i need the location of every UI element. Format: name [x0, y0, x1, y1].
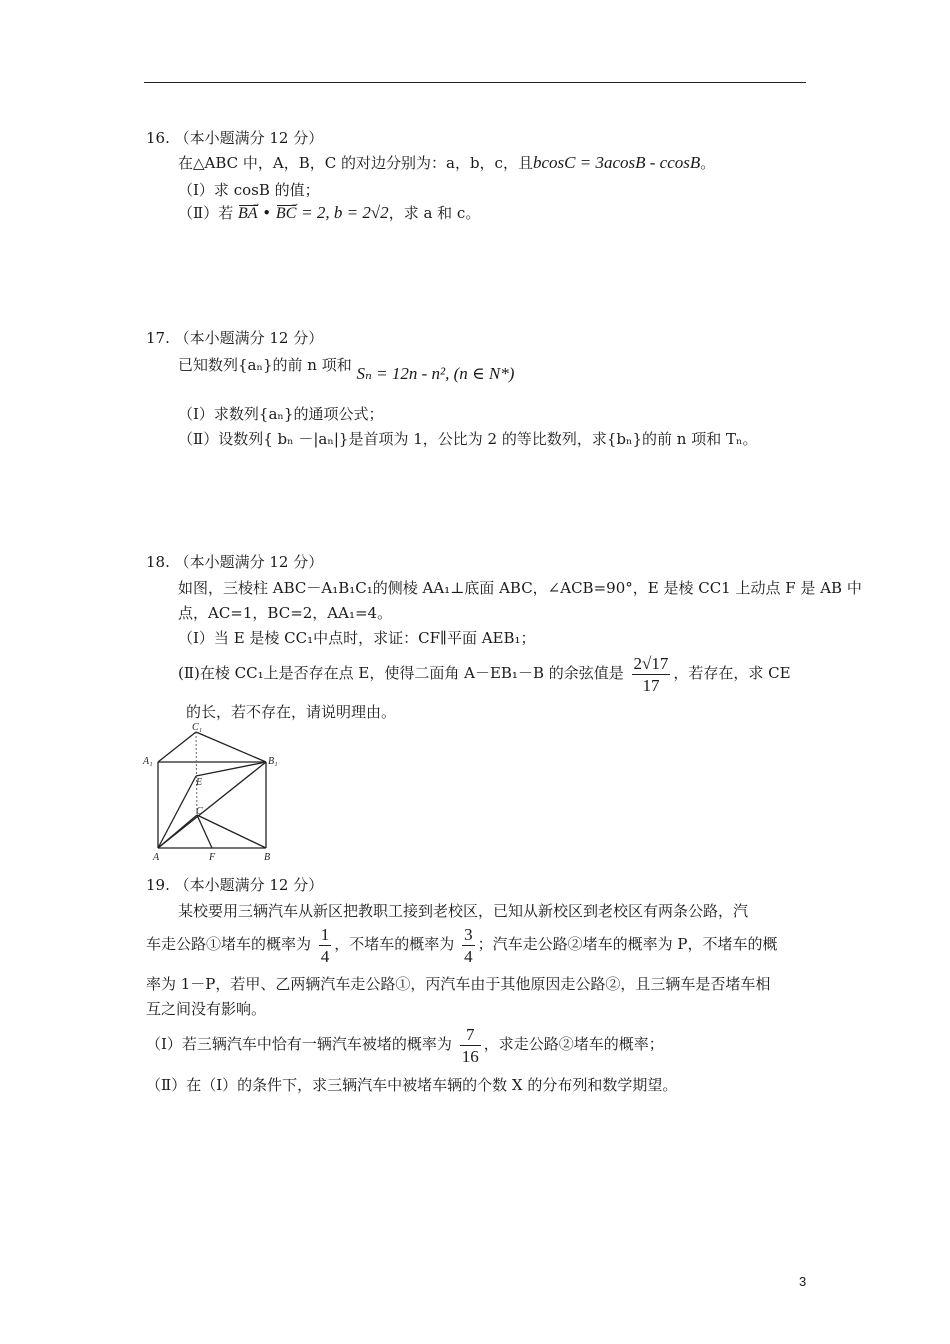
q19-line2-c: ；汽车走公路②堵车的概率为 P，不堵车的概 — [477, 935, 778, 953]
fig-label-b1: B₁ — [268, 756, 278, 767]
q19-line2 — [146, 922, 777, 967]
fig-label-b: B — [264, 852, 271, 863]
q18-part2-a: (Ⅱ)在棱 CC₁上是否存在点 E，使得二面角 A－EB₁－B 的余弦值是 — [178, 664, 624, 682]
q16-part2-suffix: ，求 a 和 c。 — [388, 204, 481, 222]
q17-header: 17. （本小题满分 12 分） — [146, 329, 324, 347]
q16-stem-end: 。 — [700, 154, 716, 172]
header-rule — [144, 82, 806, 83]
q16-header: 16. （本小题满分 12 分） — [146, 129, 324, 147]
q18-part2-b: ，若存在，求 CE — [673, 664, 791, 682]
q19-line1: 某校要用三辆汽车从新区把教职工接到老校区，已知从新校区到老校区有两条公路，汽 — [178, 902, 749, 920]
q18-fraction-num: 2√17 — [633, 653, 669, 673]
q16-part2-formula: = 2, b = 2√2 — [301, 203, 389, 222]
q19-line3: 率为 1－P，若甲、乙两辆汽车走公路①，丙汽车由于其他原因走公路②，且三辆车是否堵车相 — [146, 975, 771, 993]
fig-label-c: C — [196, 806, 203, 817]
q18-fraction — [632, 653, 671, 696]
vector-ba: BA → — [238, 204, 258, 224]
q16-stem-text: 在△ABC 中，A，B，C 的对边分别为：a，b，c，且 — [178, 154, 533, 172]
edge-c-f — [197, 815, 212, 848]
fig-label-f: F — [209, 852, 216, 863]
q16-part1: （Ⅰ）求 cosB 的值； — [178, 181, 320, 199]
q19-f2-num: 3 — [464, 924, 473, 944]
q19-fraction-2 — [462, 924, 475, 967]
q19-f2-den: 4 — [464, 946, 473, 966]
q19-line4: 互之间没有影响。 — [146, 1000, 267, 1018]
q16-stem-formula: bcosC = 3acosB - ccosB — [532, 153, 701, 172]
q17-stem-text: 已知数列{aₙ}的前 n 项和 — [178, 356, 352, 374]
q16-part2: （Ⅱ）若 BA → • BC → = 2, b = 2√2，求 a 和 c。 — [178, 203, 480, 224]
q19-part1-a: （Ⅰ）若三辆汽车中恰有一辆汽车被堵的概率为 — [146, 1035, 452, 1053]
q18-line2: 点，AC=1，BC=2，AA₁=4。 — [178, 604, 393, 622]
q19-f1-den: 4 — [320, 946, 330, 966]
q17-stem-formula: Sₙ = 12n - n², (n ∈ N*) — [356, 364, 515, 383]
q19-fraction-1 — [319, 924, 332, 967]
q18-part1: （Ⅰ）当 E 是棱 CC₁中点时，求证：CF∥平面 AEB₁； — [178, 629, 536, 647]
fig-label-a1: A₁ — [143, 756, 153, 767]
edge-a1-c1 — [158, 732, 196, 762]
q19-fraction-3 — [460, 1024, 481, 1067]
q19-part1 — [146, 1022, 664, 1067]
edge-c1-b1 — [196, 732, 266, 762]
fig-label-e: E — [196, 777, 203, 788]
q17-part2: （Ⅱ）设数列{ bₙ －|aₙ|}是首项为 1，公比为 2 的等比数列，求{bₙ}的前 n 项和 Tₙ。 — [178, 430, 758, 448]
q18-part2 — [178, 652, 791, 696]
q19-f3-num: 7 — [460, 1024, 481, 1046]
q18-line1: 如图，三棱柱 ABC－A₁B₁C₁的侧棱 AA₁⊥底面 ABC，∠ACB=90°，E 是棱 CC1 上动点 F 是 AB 中 — [178, 579, 862, 597]
q16-stem — [178, 153, 715, 173]
fig-label-c1: C₁ — [192, 722, 203, 733]
vector-bc: BC → — [276, 204, 296, 224]
q18-header: 18. （本小题满分 12 分） — [146, 553, 324, 571]
q19-header: 19. （本小题满分 12 分） — [146, 876, 324, 894]
q19-part1-b: ，求走公路②堵车的概率； — [483, 1035, 664, 1053]
q19-f3-den: 16 — [461, 1046, 479, 1066]
q19-part2: （Ⅱ）在（Ⅰ）的条件下，求三辆汽车中被堵车辆的个数 X 的分布列和数学期望。 — [146, 1076, 678, 1094]
q18-fraction-den: 17 — [642, 675, 660, 695]
fig-label-a: A — [153, 852, 160, 863]
edge-c-b — [197, 815, 266, 848]
q17-part1: （Ⅰ）求数列{aₙ}的通项公式； — [178, 405, 384, 423]
prism-figure — [140, 722, 290, 864]
q18-part2-c: 的长，若不存在，请说明理由。 — [186, 703, 397, 721]
q19-f1-num: 1 — [320, 924, 330, 944]
edge-e-b1 — [196, 762, 266, 776]
page-number: 3 — [799, 1274, 807, 1289]
edge-c1-c — [196, 732, 197, 815]
q17-stem — [178, 355, 515, 383]
q19-line2-a: 车走公路①堵车的概率为 — [146, 935, 312, 953]
edge-a-e — [158, 776, 196, 848]
q19-line2-b: ，不堵车的概率为 — [334, 935, 455, 953]
q16-part2-prefix: （Ⅱ）若 — [178, 204, 234, 222]
edge-a-c — [158, 815, 197, 848]
